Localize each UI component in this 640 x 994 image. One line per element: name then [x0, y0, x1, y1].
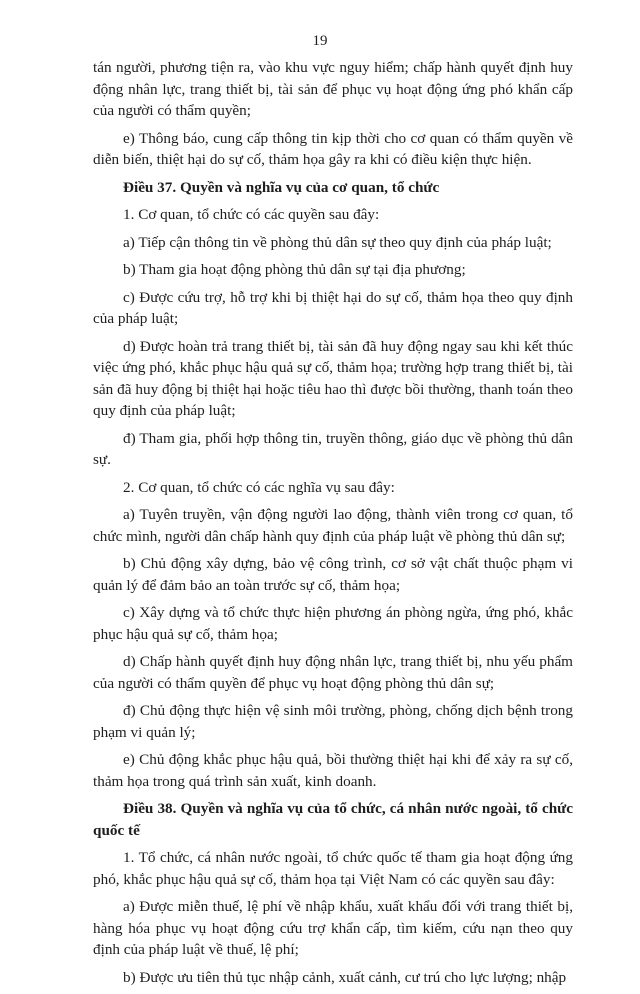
paragraph: b) Tham gia hoạt động phòng thủ dân sự tại địa phương;	[123, 261, 466, 278]
paragraph: 2. Cơ quan, tổ chức có các nghĩa vụ sau đây:	[123, 478, 395, 496]
paragraph: c) Xây dựng và tổ chức thực hiện phương án phòng ngừa, ứng phó, khắc phục hậu quả sự cố, thảm họa;	[93, 604, 573, 643]
paragraph: b) Chủ động xây dựng, bảo vệ công trình, cơ sở vật chất thuộc phạm vi quản lý để đảm bảo an toàn trước sự cố, thảm họa;	[93, 555, 573, 594]
paragraph: a) Tiếp cận thông tin về phòng thủ dân sự theo quy định của pháp luật;	[123, 233, 552, 251]
paragraph: đ) Chủ động thực hiện vệ sinh môi trường, phòng, chống dịch bệnh trong phạm vi quản lý;	[93, 702, 573, 741]
paragraph: đ) Tham gia, phối hợp thông tin, truyền thông, giáo dục về phòng thủ dân sự.	[93, 429, 573, 468]
paragraph: c) Được cứu trợ, hỗ trợ khi bị thiệt hại do sự cố, thảm họa theo quy định của pháp luật;	[93, 288, 573, 327]
paragraph: d) Chấp hành quyết định huy động nhân lực, trang thiết bị, nhu yếu phẩm của người có thẩm quyền để phục vụ hoạt động phòng thủ dân sự;	[93, 653, 573, 692]
paragraph: e) Chủ động khắc phục hậu quả, bồi thường thiệt hại khi để xảy ra sự cố, thảm họa trong quá trình sản xuất, kinh doanh.	[93, 751, 573, 790]
paragraph: a) Tuyên truyền, vận động người lao động, thành viên trong cơ quan, tổ chức mình, người dân chấp hành quy định của pháp luật về phòng thủ dân sự;	[93, 506, 573, 545]
paragraph: tán người, phương tiện ra, vào khu vực nguy hiểm; chấp hành quyết định huy động nhân lực, trang thiết bị, tài sản để phục vụ hoạt động ứng phó khẩn cấp của người có thẩm quyền;	[93, 59, 573, 119]
paragraph: a) Được miễn thuế, lệ phí về nhập khẩu, xuất khẩu đối với trang thiết bị, hàng hóa phục vụ hoạt động cứu trợ khẩn cấp, tìm kiếm, cứu nạn theo quy định của pháp luật về thuế, lệ phí;	[93, 898, 573, 958]
paragraph: d) Được hoàn trả trang thiết bị, tài sản đã huy động ngay sau khi kết thúc việc ứng phó, khắc phục hậu quả sự cố, thảm họa; trường hợp trang thiết bị, tài sản đã huy động bị thiệt hại hoặc tiêu hao thì được bồi thường, thanh toán theo quy định của pháp luật;	[93, 337, 573, 419]
document-body	[93, 57, 573, 994]
paragraph: b) Được ưu tiên thủ tục nhập cảnh, xuất cảnh, cư trú cho lực lượng; nhập	[123, 968, 567, 986]
paragraph: 1. Tổ chức, cá nhân nước ngoài, tổ chức quốc tế tham gia hoạt động ứng phó, khắc phục hậu quả sự cố, thảm họa tại Việt Nam có các quyền sau đây:	[93, 849, 573, 888]
page-number: 19	[312, 33, 328, 49]
paragraph: 1. Cơ quan, tổ chức có các quyền sau đây:	[123, 206, 380, 223]
paragraph: e) Thông báo, cung cấp thông tin kịp thời cho cơ quan có thẩm quyền về diễn biến, thiệt hại do sự cố, thảm họa gây ra khi có điều kiện thực hiện.	[93, 129, 573, 168]
article-heading: Điều 38. Quyền và nghĩa vụ của tổ chức, cá nhân nước ngoài, tổ chức quốc tế	[93, 800, 573, 839]
article-heading: Điều 37. Quyền và nghĩa vụ của cơ quan, tổ chức	[123, 178, 440, 196]
